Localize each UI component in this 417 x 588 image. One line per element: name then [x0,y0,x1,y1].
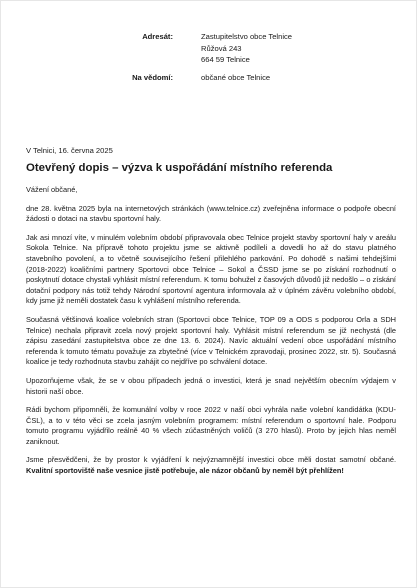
salutation: Vážení občané, [26,185,78,194]
letter-title: Otevřený dopis – výzva k uspořádání místního referenda [26,162,333,174]
recipient-label: Adresát: [142,32,173,41]
paragraph: Rádi bychom připomněli, že komunální volby v roce 2022 v naší obci vyhrála naše volební kandidátka (KDU-ČSL), a to v této věci se zcela jasným volebním programem: místní referendum o sportovní hale. Podporu tomuto programu vyjádřilo reálně 40 % všech zúčastněných voličů (3 270 hlasů). Proto by jejich hlas neměl zaniknout. [26,405,396,446]
closing-text: Jsme přesvědčeni, že by prostor k vyjádření k nejvýznamnější investici obce měli dostat samotní občané. [26,455,396,465]
paragraph: Upozorňujeme však, že se v obou případech jedná o investici, která je snad největším obecním výdajem v historii naší obce. [26,375,396,396]
cc-line: občané obce Telnice [201,72,271,82]
cc-label: Na vědomí: [132,72,173,82]
letter-date: V Telnici, 16. června 2025 [26,146,113,155]
recipient-line: Růžová 243 [201,43,242,53]
recipient-line: 664 59 Telnice [201,55,250,65]
paragraph: Současná většinová koalice volebních stran (Sportovci obce Telnice, TOP 09 a ODS s podporou Orla a SDH Telnice) nechala připravit zcela nový projekt sportovní haly. Vyhlásit místní referendum se již nechystá (dle zápisu zasedání zastupitelstva obce ze dne 13. 6. 2024). Navíc aktuální vedení obce uspořádání místního referenda k tomuto tématu považuje za zbytečné (více v Telnickém zpravodaji, prosinec 2022, str. 5). Současná koalice je tedy rozhodnuta stavbu zahájit co nejdříve po schválení dotace. [26,314,396,367]
closing-paragraph [26,455,396,476]
letter-body [26,185,396,485]
address-block [1,31,417,83]
paragraph: Jak asi mnozí víte, v minulém volebním období připravovala obec Telnice projekt stavby sportovní haly v areálu Sokola Telnice. Na přípravě tohoto projektu jsme se aktivně podíleli a dovedli ho až do stavu platného stavebního povolení, a to včetně souvisejícího řešení přilehlého parkování. Po dohodě s našimi tehdejšími (2018-2022) koaličními partnery Sportovci obce Telnice – Sokol a ČSSD jsme se po získání rozhodnutí o poskytnutí dotace chystali vyhlásit místní referendum. K tomu bohužel z časových důvodů již nedošlo – o získání dotační podpory nás totiž tehdy Národní sportovní agentura informovala až v úplném závěru volebního období, kdy jsme již neměli dostatek času k vyhlášení místního referenda. [26,232,396,306]
recipient-line: Zastupitelstvo obce Telnice [201,32,293,41]
closing-emphasis: Kvalitní sportoviště naše vesnice jistě potřebuje, ale názor občanů by neměl být přehlížen! [26,466,344,476]
paragraph: dne 28. května 2025 byla na internetových stránkách (www.telnice.cz) zveřejněna informace o podpoře obecní žádosti o dotaci na stavbu sportovní haly. [26,203,396,224]
